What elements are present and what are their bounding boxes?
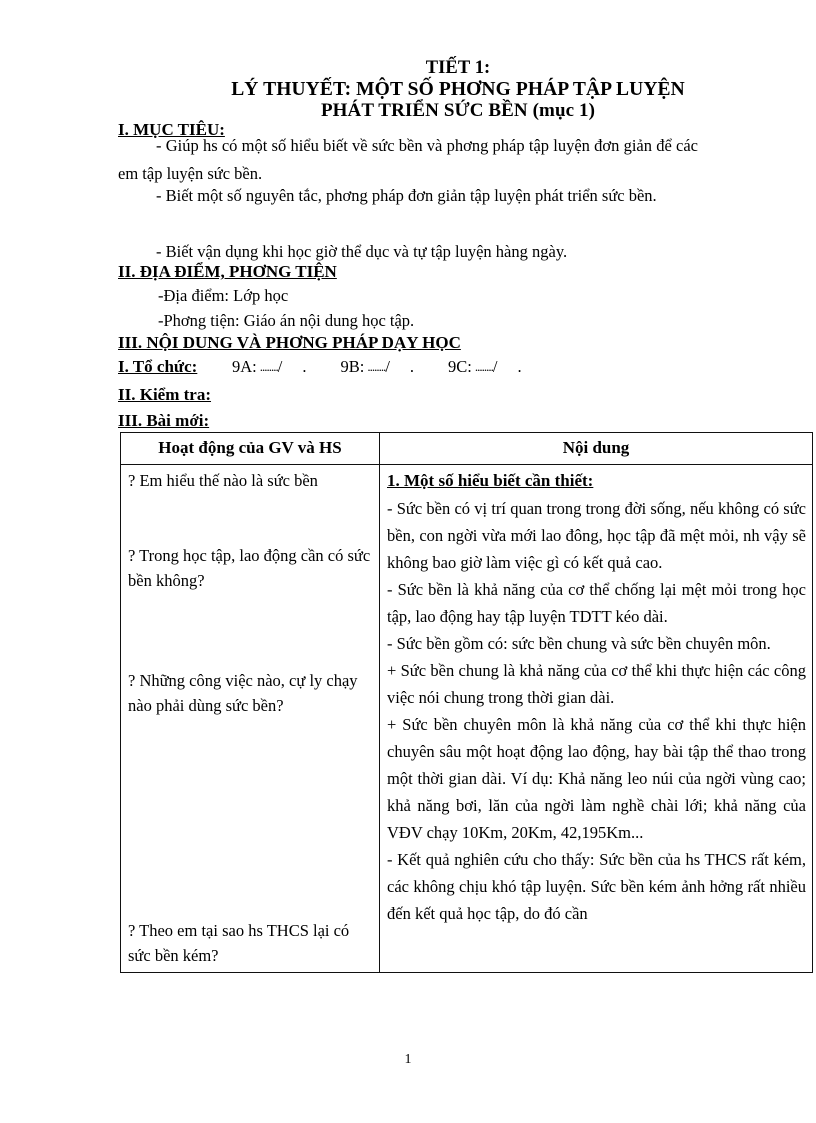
class-dots-9a[interactable]: ........	[259, 359, 278, 374]
class-dot-9b: .	[409, 357, 415, 376]
content-heading: 1. Một số hiểu biết cần thiết:	[387, 471, 594, 490]
content-paragraph-4: + Sức bền chung là khả năng của cơ thể khi thực hiện các công việc nói chung trong thời gian dài.	[387, 661, 806, 707]
title-line-main: LÝ THUYẾT: MỘT SỐ PHƠNG PHÁP TẬP LUYỆN	[231, 79, 685, 100]
content-paragraph-3: - Sức bền gồm có: sức bền chung và sức bền chuyên môn.	[387, 634, 771, 653]
class-slash-9a: /	[277, 357, 283, 376]
title-line-lesson-number: TIẾT 1:	[425, 58, 491, 78]
location-item-2: -Phơng tiện: Giáo án nội dung học tập.	[158, 311, 415, 330]
objective-item-1	[118, 132, 698, 188]
title-line-sub: PHÁT TRIỂN SỨC BỀN (mục 1)	[320, 100, 596, 121]
question-1: ? Em hiểu thế nào là sức bền	[128, 471, 318, 490]
class-dots-9b[interactable]: ........	[367, 359, 386, 374]
objective-text-3: - Biết vận dụng khi học giờ thể dục và tự tập luyện hàng ngày.	[156, 242, 568, 261]
class-label-9b: 9B:	[340, 357, 365, 376]
class-dot-9a: .	[302, 357, 307, 376]
class-label-9c: 9C:	[448, 357, 472, 376]
objective-item-2	[118, 182, 683, 210]
question-4: ? Theo em tại sao hs THCS lại có sức bền kém?	[128, 921, 350, 965]
objective-text-2: - Biết một số nguyên tắc, phơng pháp đơn giản tập luyện phát triển sức bền.	[156, 186, 657, 205]
class-slash-9b: /	[385, 357, 390, 376]
class-dots-9c[interactable]: ........	[474, 359, 493, 374]
spacer	[128, 493, 373, 543]
section-heading-objectives: I. MỤC TIÊU:	[118, 120, 225, 139]
section-heading-teaching: III. NỘI DUNG VÀ PHƠNG PHÁP DẠY HỌC	[118, 333, 461, 352]
lesson-content-table	[120, 432, 813, 973]
content-paragraph-1: - Sức bền có vị trí quan trong trong đời sống, nếu không có sức bền, con ngời vừa mới lao đông, học tập đã mệt mỏi, nh vậy sẽ không bao giờ làm việc gì có kết quả cao.	[387, 499, 806, 572]
table-cell-activities	[121, 465, 380, 973]
class-slash-9c: /	[492, 357, 498, 376]
subheading-new-lesson: III. Bài mới:	[118, 411, 210, 430]
table-cell-content	[380, 465, 813, 973]
spacer	[128, 843, 373, 918]
question-2: ? Trong học tập, lao động cần có sức bền không?	[128, 546, 371, 590]
table-header-content: Nội dung	[380, 433, 813, 465]
content-paragraph-2: - Sức bền là khả năng của cơ thể chống lại mệt mỏi trong học tập, lao động hay tập luyện TDTT kéo dài.	[387, 580, 806, 626]
table-row	[121, 465, 813, 973]
page-number: 1	[404, 1052, 412, 1067]
question-3: ? Những công việc nào, cự ly chạy nào phải dùng sức bền?	[128, 671, 358, 715]
table-header-row	[121, 433, 813, 465]
content-paragraph-5: + Sức bền chuyên môn là khả năng của cơ thể khi thực hiện chuyên sâu một hoạt động lao động, hay bài tập thể thao trong một thời gian dài. Ví dụ: Khả năng leo núi của ngời vùng cao; khả năng bơi, lăn của ngời làm nghề chài lới; khả năng của VĐV chạy 10Km, 20Km, 42,195Km...	[387, 715, 806, 842]
class-dot-9c: .	[517, 357, 522, 376]
content-paragraph-6: - Kết quả nghiên cứu cho thấy: Sức bền của hs THCS rất kém, các không chịu khó tập luyện. Sức bền kém ảnh hởng rất nhiều đến kết quả học tập, do đó cần	[387, 850, 806, 923]
subheading-organization: I. Tổ chức:	[118, 357, 198, 376]
spacer	[128, 593, 373, 668]
location-item-1: -Địa điểm: Lớp học	[158, 286, 289, 305]
organization-class-list	[232, 357, 522, 377]
objective-text-1: - Giúp hs có một số hiểu biết về sức bền và phơng pháp tập luyện đơn giản để các em tập luyện sức bền.	[118, 136, 698, 183]
class-label-9a: 9A:	[232, 357, 257, 376]
document-title-block	[120, 58, 796, 121]
table-header-activities: Hoạt động của GV và HS	[121, 433, 380, 465]
subheading-check: II. Kiểm tra:	[118, 385, 212, 404]
section-heading-location: II. ĐỊA ĐIỂM, PHƠNG TIỆN	[118, 262, 337, 281]
spacer	[128, 718, 373, 843]
